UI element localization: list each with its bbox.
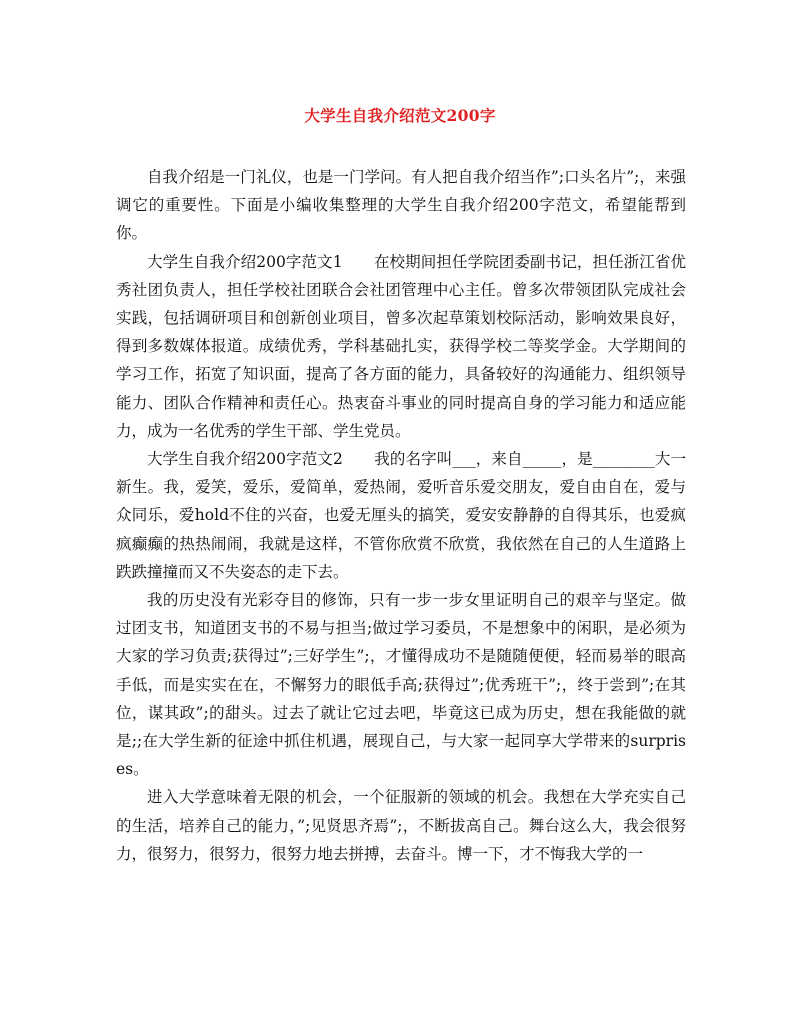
document-title: 大学生自我介绍范文200字 [304,106,496,125]
paragraph-sample-2: 大学生自我介绍200字范文2 我的名字叫___，来自_____，是________大一新生。我，爱笑，爱乐，爱简单，爱热闹，爱听音乐爱交朋友，爱自由自在，爱与众同乐，爱hold不住的兴奋，也爱无厘头的搞笑，爱安安静静的自得其乐，也爱疯疯癫癫的热热闹闹，我就是这样，不管你欣赏不欣赏，我依然在自己的人生道路上跌跌撞撞而又不失姿态的走下去。 [116,450,686,581]
paragraph-university: 进入大学意味着无限的机会，一个征服新的领域的机会。我想在大学充实自己的生活，培养自己的能力，”;见贤思齐焉”;，不断拔高自己。舞台这么大，我会很努力，很努力，很努力，很努力地去拼搏，去奋斗。博一下，才不悔我大学的一 [116,788,686,863]
paragraph-history: 我的历史没有光彩夺目的修饰，只有一步一步女里证明自己的艰辛与坚定。做过团支书，知道团支书的不易与担当;做过学习委员，不是想象中的闲职，是必须为大家的学习负责;获得过”;三好学生”;，才懂得成功不是随随便便，轻而易举的眼高手低，而是实实在在，不懈努力的眼低手高;获得过”;优秀班干”;，终于尝到”;在其位，谋其政”;的甜头。过去了就让它过去吧，毕竟这已成为历史，想在我能做的就是;;在大学生新的征途中抓住机遇，展现自己，与大家一起同享大学带来的surprises。 [116,591,686,779]
document-body [116,163,686,868]
paragraph-sample-1: 大学生自我介绍200字范文1 在校期间担任学院团委副书记，担任浙江省优秀社团负责人，担任学校社团联合会社团管理中心主任。曾多次带领团队完成社会实践，包括调研项目和创新创业项目，曾多次起草策划校际活动，影响效果良好，得到多数媒体报道。成绩优秀，学科基础扎实，获得学校二等奖学金。大学期间的学习工作，拓宽了知识面，提高了各方面的能力，具备较好的沟通能力、组织领导能力、团队合作精神和责任心。热衷奋斗事业的同时提高自身的学习能力和适应能力，成为一名优秀的学生干部、学生党员。 [116,252,686,440]
paragraph-intro: 自我介绍是一门礼仪，也是一门学问。有人把自我介绍当作”;口头名片”;，来强调它的重要性。下面是小编收集整理的大学生自我介绍200字范文，希望能帮到你。 [116,168,686,243]
